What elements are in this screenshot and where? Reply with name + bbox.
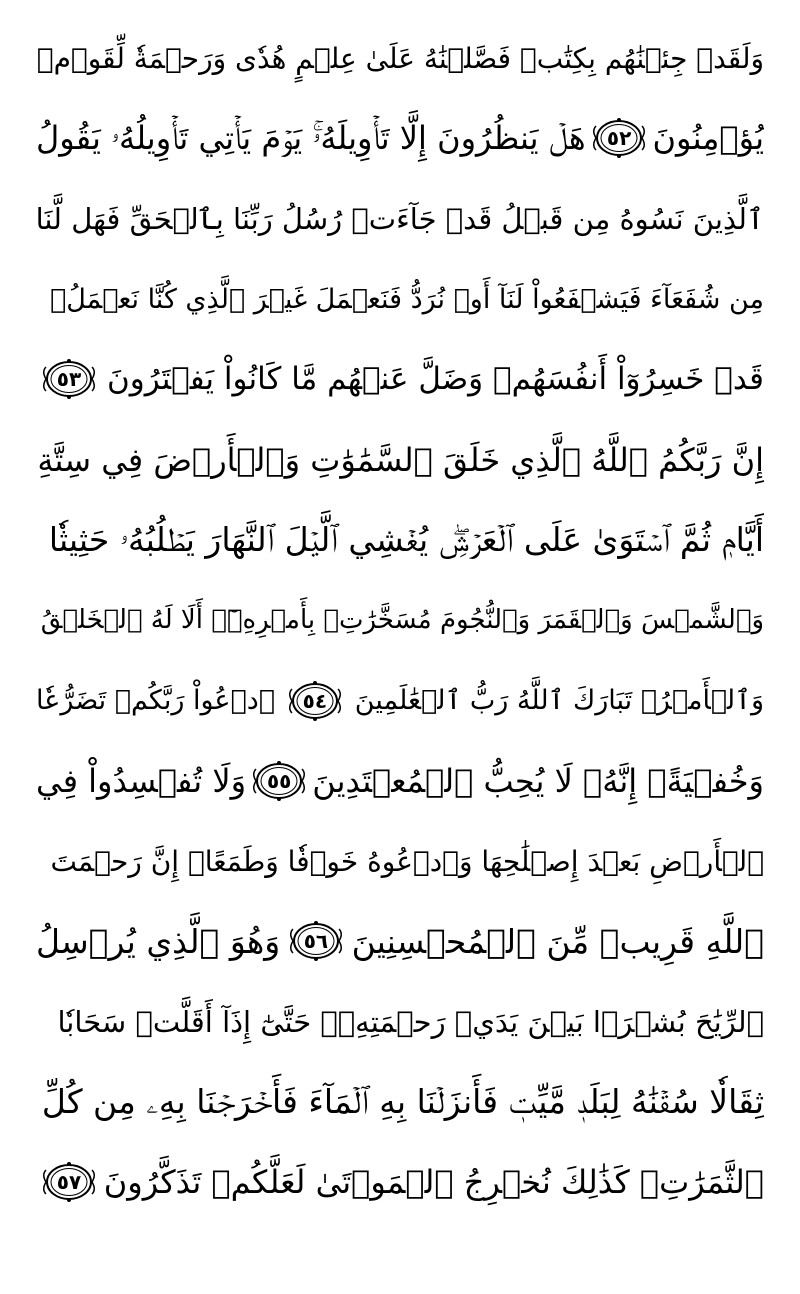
verse-line [36,500,764,580]
verse-line [36,821,764,901]
ayah-number-marker [590,115,648,161]
verse-text: وَٱلشَّمۡسَ وَٱلۡقَمَرَ وَٱلنُّجُومَ مُسَخَّرَٰتِۭ بِأَمۡرِهِۦٓۗ أَلَا لَهُ ٱلۡخَلۡقُ [40,605,764,636]
verse-line [36,580,764,660]
verse-text: ٱدۡعُواْ رَبَّكُمۡ تَضَرُّعٗا [36,685,275,717]
verse-text: ثِقَالٗا سُقۡنَٰهُ لِبَلَدٖ مَّيِّتٖ فَأَنزَلۡنَا بِهِ ٱلۡمَآءَ فَأَخۡرَجۡنَا بِهِۦ مِن كُلِّ [41,1082,764,1121]
verse-line [36,259,764,339]
verse-line [36,741,764,821]
verse-text: قَدۡ خَسِرُوٓاْ أَنفُسَهُمۡ وَضَلَّ عَنۡهُم مَّا كَانُواْ يَفۡتَرُونَ [106,361,764,398]
verse-text: وَٱلۡأَمۡرُۗ تَبَارَكَ ٱللَّهُ رَبُّ ٱلۡعَٰلَمِينَ [354,685,764,717]
ayah-number: ٥٣ [56,367,82,392]
verse-text: يُؤۡمِنُونَ [652,119,764,158]
ayah-number: ٥٦ [303,929,329,954]
verse-line [36,419,764,499]
verse-text: ٱللَّهِ قَرِيبٞ مِّنَ ٱلۡمُحۡسِنِينَ [351,921,764,961]
verse-line [36,1062,764,1142]
verse-text: وَخُفۡيَةًۚ إِنَّهُۥ لَا يُحِبُّ ٱلۡمُعۡتَدِينَ [312,761,764,800]
verse-line [36,982,764,1062]
verse-line [36,98,764,178]
verse-text: ٱلَّذِينَ نَسُوهُ مِن قَبۡلُ قَدۡ جَآءَتۡ رُسُلُ رَبِّنَا بِٱلۡحَقِّ فَهَل لَّنَا [36,201,764,236]
ayah-number: ٥٧ [56,1170,82,1195]
verse-line [36,179,764,259]
verse-text: وَلَا تُفۡسِدُواْ فِي [36,761,247,800]
verse-text: ٱلرِّيَٰحَ بُشۡرَۢا بَيۡنَ يَدَيۡ رَحۡمَتِهِۦۖ حَتَّىٰٓ إِذَآ أَقَلَّتۡ سَحَابٗا [57,1004,764,1039]
ayah-number: ٥٢ [606,126,632,151]
verse-text: إِنَّ رَبَّكُمُ ٱللَّهُ ٱلَّذِي خَلَقَ ٱلسَّمَٰوَٰتِ وَٱلۡأَرۡضَ فِي سِتَّةِ [37,440,764,479]
verse-line [36,18,764,98]
ayah-number-marker [40,356,98,402]
ayah-number: ٥٤ [302,688,328,713]
verse-line [36,660,764,740]
verse-text: ٱلثَّمَرَٰتِۚ كَذَٰلِكَ نُخۡرِجُ ٱلۡمَوۡتَىٰ لَعَلَّكُمۡ تَذَكَّرُونَ [103,1163,764,1202]
verse-line [36,1142,764,1222]
verse-lines [36,18,764,1222]
verse-line [36,339,764,419]
ayah-number-marker [286,678,344,724]
verse-text: مِن شُفَعَآءَ فَيَشۡفَعُواْ لَنَآ أَوۡ نُرَدُّ فَنَعۡمَلَ غَيۡرَ ٱلَّذِي كُنَّا نَعۡمَلُۚ [50,283,764,315]
ayah-number: ٥٥ [266,768,292,793]
verse-text: أَيَّامٖ ثُمَّ ٱسۡتَوَىٰ عَلَى ٱلۡعَرۡشِۖ يُغۡشِي ٱلَّيۡلَ ٱلنَّهَارَ يَطۡلُبُهُۥ حَثِيثٗا [48,519,764,559]
ayah-number-marker [40,1159,98,1205]
verse-text: وَلَقَدۡ جِئۡنَٰهُم بِكِتَٰبٖ فَصَّلۡنَٰهُ عَلَىٰ عِلۡمٍ هُدٗى وَرَحۡمَةٗ لِّقَوۡمٖ [36,41,764,75]
verse-text: هَلۡ يَنظُرُونَ إِلَّا تَأۡوِيلَهُۥۚ يَوۡمَ يَأۡتِي تَأۡوِيلُهُۥ يَقُولُ [36,118,586,157]
verse-text: ٱلۡأَرۡضِ بَعۡدَ إِصۡلَٰحِهَا وَٱدۡعُوهُ خَوۡفٗا وَطَمَعًاۚ إِنَّ رَحۡمَتَ [50,844,764,878]
verse-line [36,901,764,981]
ayah-number-marker [250,758,308,804]
verse-text: وَهُوَ ٱلَّذِي يُرۡسِلُ [36,921,281,961]
ayah-number-marker [287,918,345,964]
